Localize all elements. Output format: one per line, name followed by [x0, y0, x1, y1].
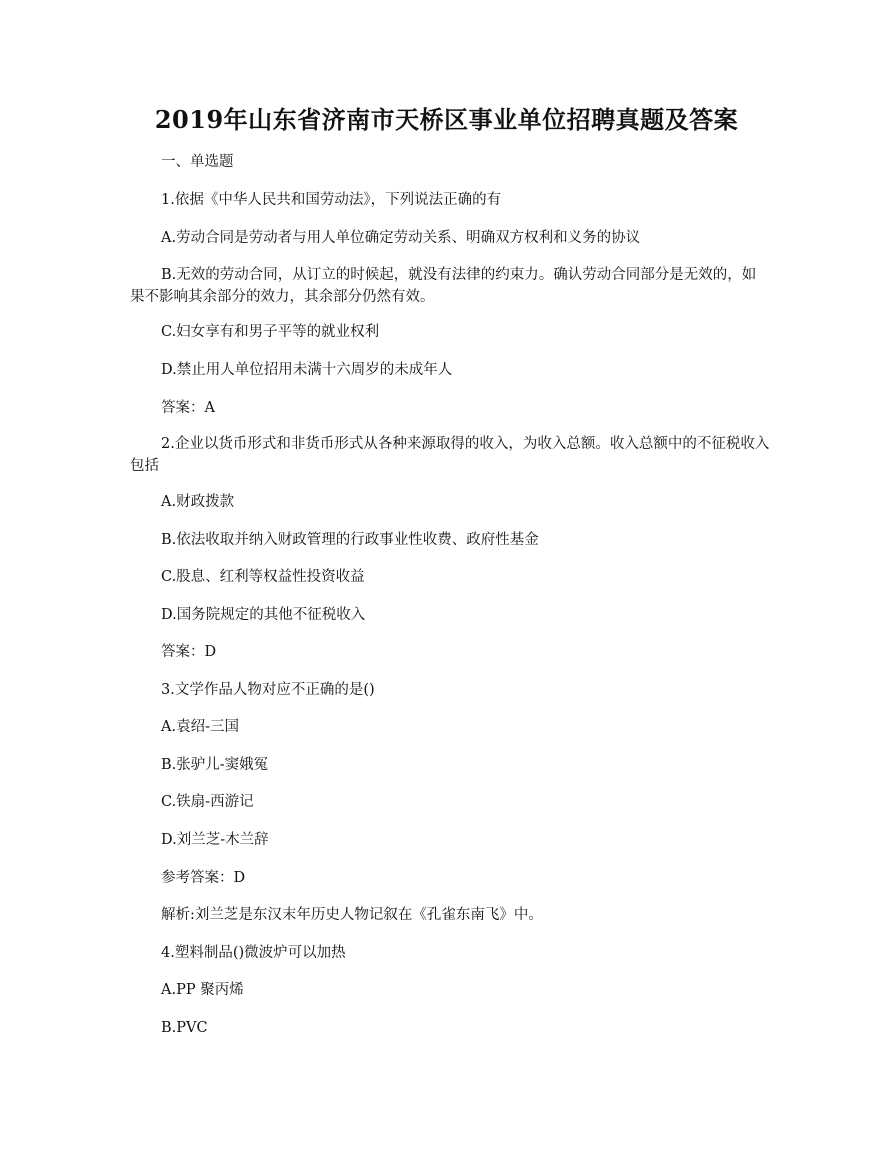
question-4-stem: 4.塑料制品()微波炉可以加热: [161, 945, 346, 961]
question-1-option-c: C.妇女享有和男子平等的就业权利: [161, 324, 380, 340]
document-title: 2019年山东省济南市天桥区事业单位招聘真题及答案: [154, 105, 739, 134]
question-3-stem: 3.文学作品人物对应不正确的是(): [161, 682, 375, 698]
section-heading: 一、单选题: [161, 154, 234, 170]
question-3-option-c: C.铁扇-西游记: [161, 794, 254, 810]
question-1-option-d: D.禁止用人单位招用未满十六周岁的未成年人: [161, 362, 453, 378]
question-3-analysis: 解析:刘兰芝是东汉末年历史人物记叙在《孔雀东南飞》中。: [161, 907, 543, 923]
question-2-option-b: B.依法收取并纳入财政管理的行政事业性收费、政府性基金: [161, 532, 539, 548]
question-2-answer: 答案：D: [161, 644, 217, 660]
question-2-option-c: C.股息、红利等权益性投资收益: [161, 569, 365, 585]
question-3-option-d: D.刘兰芝-木兰辞: [161, 832, 269, 848]
question-3-option-b: B.张驴儿-窦娥冤: [161, 757, 269, 773]
question-2-option-d: D.国务院规定的其他不征税收入: [161, 607, 366, 623]
question-3-option-a: A.袁绍-三国: [161, 719, 239, 735]
question-1-answer: 答案：A: [161, 400, 215, 416]
question-1-stem: 1.依据《中华人民共和国劳动法》，下列说法正确的有: [161, 192, 502, 208]
question-2-stem: 2.企业以货币形式和非货币形式从各种来源取得的收入，为收入总额。收入总额中的不征税收入包括: [130, 436, 770, 474]
question-4-option-b: B.PVC: [161, 1020, 208, 1036]
question-3-answer: 参考答案：D: [161, 870, 246, 886]
question-1-option-a: A.劳动合同是劳动者与用人单位确定劳动关系、明确双方权利和义务的协议: [161, 230, 641, 246]
question-1-option-b: B.无效的劳动合同，从订立的时候起，就没有法律的约束力。确认劳动合同部分是无效的，如果不影响其余部分的效力，其余部分仍然有效。: [130, 267, 757, 305]
question-2-option-a: A.财政拨款: [161, 494, 235, 510]
question-4-option-a: A.PP 聚丙烯: [161, 982, 244, 998]
